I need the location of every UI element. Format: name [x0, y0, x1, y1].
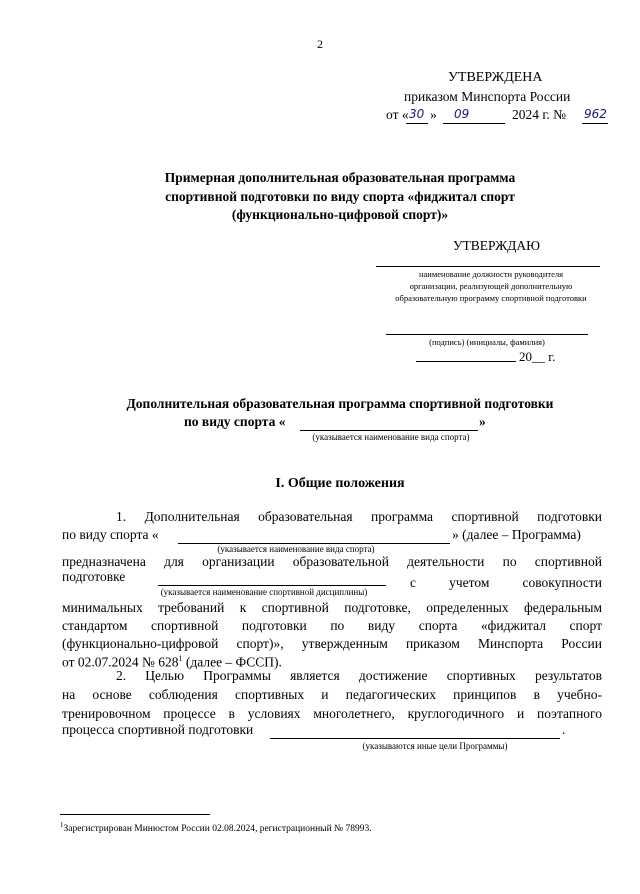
p1-line-8-prefix: от 02.07.2024 № 628	[62, 654, 179, 670]
footnote-mark: 1	[60, 821, 64, 829]
signature-caption: (подпись) (инициалы, фамилия)	[429, 337, 545, 347]
approve-caption-2: организации, реализующей дополнительную	[409, 281, 573, 291]
p1-caption-sport: (указывается наименование вида спорта)	[217, 544, 375, 554]
p1-line-2-prefix: по виду спорта «	[62, 527, 159, 542]
p1-line-4-prefix: подготовке	[62, 569, 126, 584]
p2-line-1: 2. Целью Программы является достижение спортивных результатов	[116, 668, 602, 683]
p2-caption: (указываются иные цели Программы)	[362, 741, 508, 751]
footnote-separator	[60, 814, 210, 815]
p2-line-4-prefix: процесса спортивной подготовки	[62, 722, 254, 737]
title-line-2: спортивной подготовки по виду спорта «фиджитал спорт	[165, 189, 515, 204]
approval-date-prefix: от «	[386, 107, 409, 122]
p1-line-6: стандартом спортивной подготовки по виду спорта «фиджитал спорт	[62, 618, 602, 633]
program-title-suffix: »	[479, 414, 486, 429]
p1-caption-discipline: (указывается наименование спортивной дисциплины)	[160, 587, 368, 597]
approval-month: 09	[454, 107, 470, 121]
p1-line-5: минимальных требований к спортивной подготовке, определенных федеральным	[62, 600, 602, 615]
p2-line-2: на основе соблюдения спортивных и педагогических принципов в учебно-	[62, 687, 602, 702]
approve-caption-1: наименование должности руководителя	[418, 269, 564, 279]
section-heading: I. Общие положения	[275, 476, 405, 491]
program-title-line-1: Дополнительная образовательная программа спортивной подготовки	[126, 396, 554, 411]
approval-heading: УТВЕРЖДЕНА	[448, 70, 543, 85]
approval-order-line: приказом Минспорта России	[404, 89, 571, 104]
approval-number: 962	[584, 107, 607, 121]
program-title-caption: (указывается наименование вида спорта)	[312, 432, 470, 442]
p1-line-1: 1. Дополнительная образовательная программа спортивной подготовки	[116, 509, 602, 524]
approve-year: 20__ г.	[519, 349, 556, 364]
p1-line-7: (функционально-цифровой спорт)», утвержденным приказом Минспорта России	[62, 636, 602, 651]
title-line-3: (функционально-цифровой спорт)»	[231, 207, 449, 222]
approval-year: 2024 г. №	[512, 107, 567, 122]
approve-heading: УТВЕРЖДАЮ	[453, 238, 541, 253]
p1-line-3: предназначена для организации образовательной деятельности по спортивной	[62, 554, 602, 569]
program-title-prefix: по виду спорта «	[184, 414, 286, 429]
page-number: 2	[317, 37, 323, 51]
approval-day: 30	[409, 107, 425, 121]
approve-caption-3: образовательную программу спортивной подготовки	[395, 293, 587, 303]
p1-line-2-suffix: » (далее – Программа)	[452, 527, 581, 542]
p1-line-4-suffix: с учетом совокупности	[410, 575, 602, 590]
p1-line-8-suffix: (далее – ФССП).	[182, 654, 282, 670]
approval-date-mid: »	[430, 107, 437, 122]
p2-line-4-suffix: .	[562, 722, 566, 737]
footnote-ref: 1	[178, 654, 183, 663]
p2-line-3: тренировочном процессе в условиях многолетнего, круглогодичного и поэтапного	[62, 706, 602, 721]
footnote-text: Зарегистрирован Минюстом России 02.08.2024, регистрационный № 78993.	[63, 824, 372, 835]
title-line-1: Примерная дополнительная образовательная программа	[164, 170, 516, 185]
